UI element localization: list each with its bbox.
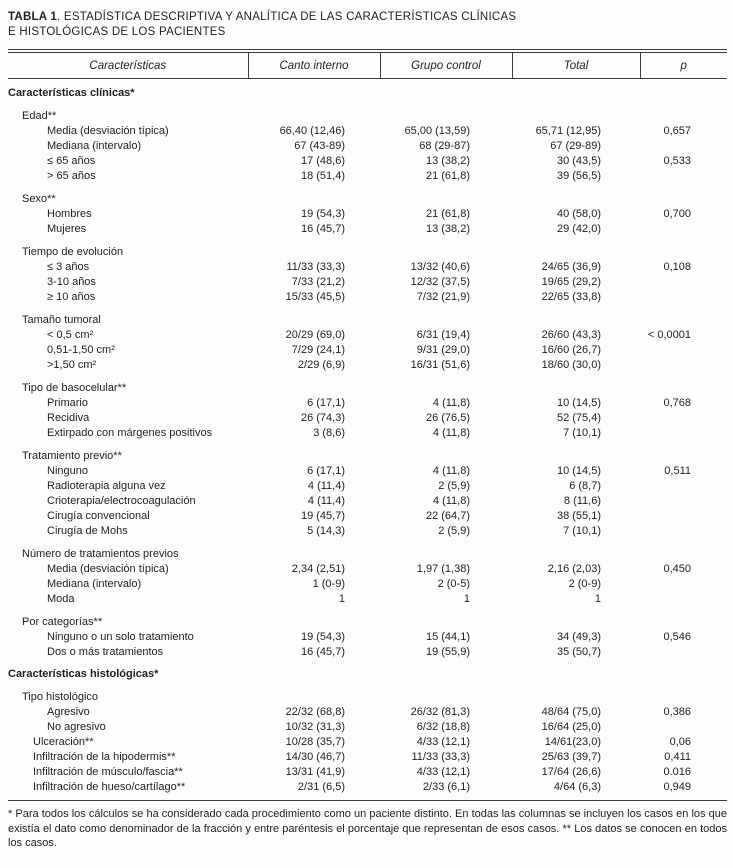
cell-p <box>640 660 727 682</box>
column-header-canto-interno: Canto interno <box>248 51 380 79</box>
cell-total <box>512 184 640 207</box>
row-label: 0,51-1,50 cm² <box>47 344 115 356</box>
cell-grupo-control <box>380 305 512 328</box>
cell-grupo-control: 6/32 (18,8) <box>416 721 470 733</box>
table-row <box>8 290 727 305</box>
cell-canto-interno: 26 (74,3) <box>300 412 345 424</box>
row-label: ≥ 10 años <box>47 291 96 303</box>
row-label: Media (desviación típica) <box>47 125 169 137</box>
table-row <box>8 562 727 577</box>
cell-p: 0,108 <box>663 261 691 273</box>
cell-p <box>640 373 727 396</box>
cell-p: < 0,0001 <box>647 329 691 341</box>
cell-p: 0.016 <box>663 766 691 778</box>
table-row <box>8 524 727 539</box>
group-label: Tratamiento previo** <box>22 450 122 462</box>
cell-canto-interno: 2/29 (6,9) <box>297 359 345 371</box>
section-header: Características clínicas* <box>8 87 135 99</box>
table-row <box>8 222 727 237</box>
cell-p: 0,386 <box>663 706 691 718</box>
cell-canto-interno: 19 (54,3) <box>300 208 345 220</box>
table-row <box>8 101 727 124</box>
cell-grupo-control <box>380 184 512 207</box>
cell-p <box>640 509 727 524</box>
cell-p <box>640 539 727 562</box>
cell-canto-interno: 19 (45,7) <box>300 510 345 522</box>
cell-total: 52 (75,4) <box>556 412 601 424</box>
cell-grupo-control: 4 (11,8) <box>432 495 470 507</box>
cell-total <box>512 101 640 124</box>
cell-p <box>640 275 727 290</box>
table-row <box>8 396 727 411</box>
cell-canto-interno: 1 (0-9) <box>312 578 345 590</box>
cell-total <box>512 682 640 705</box>
row-label: Infiltración de músculo/fascia** <box>33 766 183 778</box>
cell-total: 48/64 (75,0) <box>541 706 601 718</box>
footnote: * Para todos los cálculos se ha considerado cada procedimiento como un paciente distinto. En todas las columnas se incluyen los casos en los que existía el dato como denominador de la fracción y entre paréntesis el porcentaje que representan de esos casos. ** Los datos se conocen en todos los casos. <box>8 808 727 849</box>
cell-p <box>640 237 727 260</box>
table-row <box>8 780 727 801</box>
cell-p <box>640 184 727 207</box>
table-row <box>8 479 727 494</box>
cell-canto-interno <box>248 237 380 260</box>
table-row <box>8 720 727 735</box>
cell-grupo-control <box>380 660 512 682</box>
cell-grupo-control: 11/33 (33,3) <box>411 751 470 763</box>
cell-p: 0,949 <box>663 781 691 793</box>
group-label: Número de tratamientos previos <box>22 548 179 560</box>
cell-grupo-control: 1 <box>463 593 470 605</box>
table-row <box>8 169 727 184</box>
cell-canto-interno: 14/30 (46,7) <box>285 751 345 763</box>
cell-total: 30 (43,5) <box>556 155 601 167</box>
table-title <box>8 10 727 40</box>
cell-canto-interno: 6 (17,1) <box>307 397 345 409</box>
table-row <box>8 441 727 464</box>
cell-total: 19/65 (29,2) <box>541 276 601 288</box>
cell-canto-interno: 10/28 (35,7) <box>285 736 345 748</box>
title-line-2: E HISTOLÓGICAS DE LOS PACIENTES <box>8 26 226 38</box>
cell-canto-interno: 22/32 (68,8) <box>285 706 345 718</box>
cell-total: 4/64 (6,3) <box>553 781 601 793</box>
table-row <box>8 426 727 441</box>
cell-grupo-control: 4/33 (12,1) <box>416 766 470 778</box>
cell-grupo-control <box>380 682 512 705</box>
cell-total: 35 (50,7) <box>556 646 601 658</box>
cell-p <box>640 720 727 735</box>
cell-grupo-control: 21 (61,8) <box>425 208 470 220</box>
cell-p <box>640 577 727 592</box>
cell-canto-interno: 1 <box>338 593 345 605</box>
cell-canto-interno <box>248 682 380 705</box>
cell-total <box>512 660 640 682</box>
table-row <box>8 592 727 607</box>
group-label: Sexo** <box>22 193 56 205</box>
table-row <box>8 275 727 290</box>
table-row <box>8 154 727 169</box>
cell-canto-interno <box>248 607 380 630</box>
row-label: Hombres <box>47 208 92 220</box>
cell-grupo-control: 13 (38,2) <box>425 155 470 167</box>
cell-canto-interno: 4 (11,4) <box>307 480 345 492</box>
cell-grupo-control: 26 (76,5) <box>425 412 470 424</box>
cell-total: 40 (58,0) <box>556 208 601 220</box>
row-label: 3-10 años <box>47 276 96 288</box>
row-label: Dos o más tratamientos <box>47 646 164 658</box>
cell-total: 8 (11,6) <box>563 495 601 507</box>
cell-p <box>640 682 727 705</box>
group-label: Tipo de basocelular** <box>22 382 127 394</box>
cell-total: 17/64 (26,6) <box>541 766 601 778</box>
table-row <box>8 139 727 154</box>
cell-p: 0,657 <box>663 125 691 137</box>
row-label: Extirpado con márgenes positivos <box>47 427 213 439</box>
cell-canto-interno: 4 (11,4) <box>307 495 345 507</box>
row-label: > 65 años <box>47 170 96 182</box>
cell-grupo-control <box>380 607 512 630</box>
cell-p <box>640 441 727 464</box>
table-row <box>8 682 727 705</box>
row-label: Cirugía convencional <box>47 510 150 522</box>
table-row <box>8 735 727 750</box>
cell-total: 14/61(23,0) <box>544 736 601 748</box>
cell-p <box>640 139 727 154</box>
table-row <box>8 645 727 660</box>
title-line-1 <box>8 10 727 25</box>
cell-total: 25/63 (39,7) <box>541 751 601 763</box>
cell-canto-interno <box>248 660 380 682</box>
cell-canto-interno: 18 (51,4) <box>300 170 345 182</box>
cell-total: 67 (29-89) <box>550 140 601 152</box>
table-row <box>8 260 727 275</box>
cell-p <box>640 222 727 237</box>
table-row <box>8 630 727 645</box>
cell-canto-interno: 2/31 (6,5) <box>297 781 345 793</box>
cell-grupo-control: 13 (38,2) <box>425 223 470 235</box>
cell-p: 0,546 <box>663 631 691 643</box>
table-row <box>8 184 727 207</box>
section-header: Características histológicas* <box>8 668 159 680</box>
row-label: Infiltración de hueso/cartílago** <box>33 781 186 793</box>
cell-grupo-control: 12/32 (37,5) <box>410 276 470 288</box>
cell-total: 6 (8,7) <box>569 480 601 492</box>
cell-canto-interno <box>248 79 380 102</box>
cell-grupo-control: 15 (44,1) <box>425 631 470 643</box>
table-row <box>8 411 727 426</box>
row-label: Ninguno <box>47 465 88 477</box>
cell-p <box>640 479 727 494</box>
cell-p <box>640 592 727 607</box>
row-label: Infiltración de la hipodermis** <box>33 751 176 763</box>
cell-grupo-control: 68 (29-87) <box>419 140 470 152</box>
table-row <box>8 750 727 765</box>
cell-grupo-control: 2 (5,9) <box>438 480 470 492</box>
table-row <box>8 373 727 396</box>
cell-canto-interno: 19 (54,3) <box>300 631 345 643</box>
cell-grupo-control: 22 (64,7) <box>425 510 470 522</box>
row-label: ≤ 3 años <box>47 261 90 273</box>
cell-grupo-control: 6/31 (19,4) <box>416 329 470 341</box>
cell-p: 0,06 <box>669 736 691 748</box>
cell-total: 22/65 (33,8) <box>541 291 601 303</box>
cell-total <box>512 539 640 562</box>
table-row <box>8 494 727 509</box>
column-header-grupo-control: Grupo control <box>380 51 512 79</box>
cell-p: 0,411 <box>664 751 691 763</box>
cell-canto-interno <box>248 373 380 396</box>
cell-canto-interno: 15/33 (45,5) <box>285 291 345 303</box>
cell-total: 39 (56,5) <box>556 170 601 182</box>
cell-grupo-control <box>380 373 512 396</box>
row-label: Recidiva <box>47 412 90 424</box>
row-label: Ninguno o un solo tratamiento <box>47 631 194 643</box>
cell-canto-interno: 2,34 (2,51) <box>291 563 345 575</box>
cell-canto-interno: 16 (45,7) <box>300 646 345 658</box>
row-label: Cirugía de Mohs <box>47 525 128 537</box>
table-row <box>8 207 727 222</box>
cell-p <box>640 426 727 441</box>
table-body <box>8 79 727 801</box>
cell-total <box>512 237 640 260</box>
cell-p: 0,768 <box>663 397 691 409</box>
table-row <box>8 464 727 479</box>
cell-p <box>640 494 727 509</box>
row-label: Primario <box>47 397 88 409</box>
cell-grupo-control: 19 (55,9) <box>425 646 470 658</box>
cell-p <box>640 645 727 660</box>
cell-total: 7 (10,1) <box>563 525 601 537</box>
table-number: TABLA 1 <box>8 11 58 23</box>
row-label: < 0,5 cm² <box>47 329 94 341</box>
cell-p: 0,450 <box>663 563 691 575</box>
cell-grupo-control: 4/33 (12,1) <box>416 736 470 748</box>
table-row <box>8 79 727 102</box>
cell-canto-interno: 10/32 (31,3) <box>285 721 345 733</box>
cell-total <box>512 441 640 464</box>
cell-grupo-control: 13/32 (40,6) <box>410 261 470 273</box>
cell-canto-interno <box>248 184 380 207</box>
cell-p <box>640 101 727 124</box>
row-label: Mujeres <box>47 223 87 235</box>
cell-p <box>640 411 727 426</box>
row-label: >1,50 cm² <box>47 359 97 371</box>
cell-total: 18/60 (30,0) <box>541 359 601 371</box>
cell-canto-interno: 7/29 (24,1) <box>291 344 345 356</box>
cell-p <box>640 358 727 373</box>
cell-canto-interno: 3 (8,6) <box>313 427 345 439</box>
cell-canto-interno <box>248 539 380 562</box>
row-label: Media (desviación típica) <box>47 563 169 575</box>
row-label: ≤ 65 años <box>47 155 96 167</box>
table-row <box>8 607 727 630</box>
cell-grupo-control: 16/31 (51,6) <box>410 359 470 371</box>
cell-canto-interno <box>248 441 380 464</box>
cell-canto-interno: 7/33 (21,2) <box>291 276 345 288</box>
cell-grupo-control: 2 (5,9) <box>438 525 470 537</box>
cell-canto-interno: 11/33 (33,3) <box>286 261 345 273</box>
row-label: Crioterapia/electrocoagulación <box>47 495 196 507</box>
table-row <box>8 765 727 780</box>
table-row <box>8 237 727 260</box>
row-label: Mediana (intervalo) <box>47 578 142 590</box>
cell-total: 16/64 (25,0) <box>541 721 601 733</box>
row-label: Mediana (intervalo) <box>47 140 142 152</box>
cell-grupo-control: 26/32 (81,3) <box>410 706 470 718</box>
cell-grupo-control: 2 (0-5) <box>437 578 470 590</box>
cell-canto-interno: 17 (48,6) <box>300 155 345 167</box>
table-row <box>8 124 727 139</box>
cell-grupo-control: 4 (11,8) <box>432 427 470 439</box>
row-label: Ulceración** <box>33 736 94 748</box>
statistics-table <box>8 49 727 801</box>
cell-grupo-control: 21 (61,8) <box>425 170 470 182</box>
cell-total: 38 (55,1) <box>556 510 601 522</box>
cell-total: 29 (42,0) <box>556 223 601 235</box>
cell-grupo-control <box>380 79 512 102</box>
cell-p <box>640 79 727 102</box>
cell-grupo-control: 4 (11,8) <box>432 465 470 477</box>
header-row <box>8 51 727 79</box>
cell-canto-interno: 5 (14,3) <box>307 525 345 537</box>
cell-canto-interno: 67 (43-89) <box>294 140 345 152</box>
cell-p: 0,700 <box>663 208 691 220</box>
cell-canto-interno: 13/31 (41,9) <box>285 766 345 778</box>
cell-canto-interno <box>248 101 380 124</box>
cell-total: 7 (10,1) <box>563 427 601 439</box>
cell-grupo-control: 65,00 (13,59) <box>404 125 470 137</box>
cell-p <box>640 607 727 630</box>
cell-grupo-control: 4 (11,8) <box>432 397 470 409</box>
cell-total: 10 (14,5) <box>556 397 601 409</box>
row-label: Agresivo <box>47 706 90 718</box>
group-label: Tiempo de evolución <box>22 246 124 258</box>
cell-total <box>512 79 640 102</box>
table-row <box>8 660 727 682</box>
cell-grupo-control <box>380 237 512 260</box>
table-row <box>8 328 727 343</box>
cell-total <box>512 305 640 328</box>
row-label: Radioterapia alguna vez <box>47 480 166 492</box>
cell-total: 26/60 (43,3) <box>541 329 601 341</box>
cell-total <box>512 607 640 630</box>
cell-grupo-control <box>380 101 512 124</box>
cell-p <box>640 524 727 539</box>
cell-canto-interno: 16 (45,7) <box>300 223 345 235</box>
cell-p <box>640 343 727 358</box>
cell-total: 2 (0-9) <box>568 578 601 590</box>
cell-grupo-control: 7/32 (21,9) <box>416 291 470 303</box>
cell-grupo-control: 1,97 (1,38) <box>416 563 470 575</box>
column-header-total: Total <box>512 51 640 79</box>
group-label: Tipo histológico <box>22 691 99 703</box>
cell-p: 0,533 <box>663 155 691 167</box>
table-row <box>8 343 727 358</box>
table-row <box>8 358 727 373</box>
group-label: Edad** <box>22 110 57 122</box>
cell-total <box>512 373 640 396</box>
cell-canto-interno: 66,40 (12,46) <box>279 125 345 137</box>
cell-grupo-control <box>380 441 512 464</box>
cell-total: 2,16 (2,03) <box>547 563 601 575</box>
cell-total: 34 (49,3) <box>556 631 601 643</box>
table-row <box>8 705 727 720</box>
cell-total: 16/60 (26,7) <box>541 344 601 356</box>
table-row <box>8 577 727 592</box>
table-row <box>8 539 727 562</box>
table-row <box>8 305 727 328</box>
column-header-p: p <box>640 51 727 79</box>
cell-grupo-control: 2/33 (6,1) <box>422 781 470 793</box>
cell-grupo-control <box>380 539 512 562</box>
cell-p: 0,511 <box>664 465 691 477</box>
cell-total: 10 (14,5) <box>556 465 601 477</box>
cell-p <box>640 169 727 184</box>
cell-total: 1 <box>594 593 601 605</box>
cell-grupo-control: 9/31 (29,0) <box>416 344 470 356</box>
row-label: No agresivo <box>47 721 106 733</box>
cell-canto-interno: 20/29 (69,0) <box>285 329 345 341</box>
title-text: . ESTADÍSTICA DESCRIPTIVA Y ANALÍTICA DE LAS CARACTERÍSTICAS CLÍNICAS <box>57 11 517 23</box>
cell-canto-interno: 6 (17,1) <box>307 465 345 477</box>
cell-p <box>640 305 727 328</box>
cell-p <box>640 290 727 305</box>
row-label: Moda <box>47 593 75 605</box>
group-label: Tamaño tumoral <box>22 314 101 326</box>
cell-canto-interno <box>248 305 380 328</box>
column-header-caracteristicas: Características <box>8 51 248 79</box>
cell-total: 24/65 (36,9) <box>541 261 601 273</box>
cell-total: 65,71 (12,95) <box>535 125 601 137</box>
table-row <box>8 509 727 524</box>
group-label: Por categorías** <box>22 616 103 628</box>
